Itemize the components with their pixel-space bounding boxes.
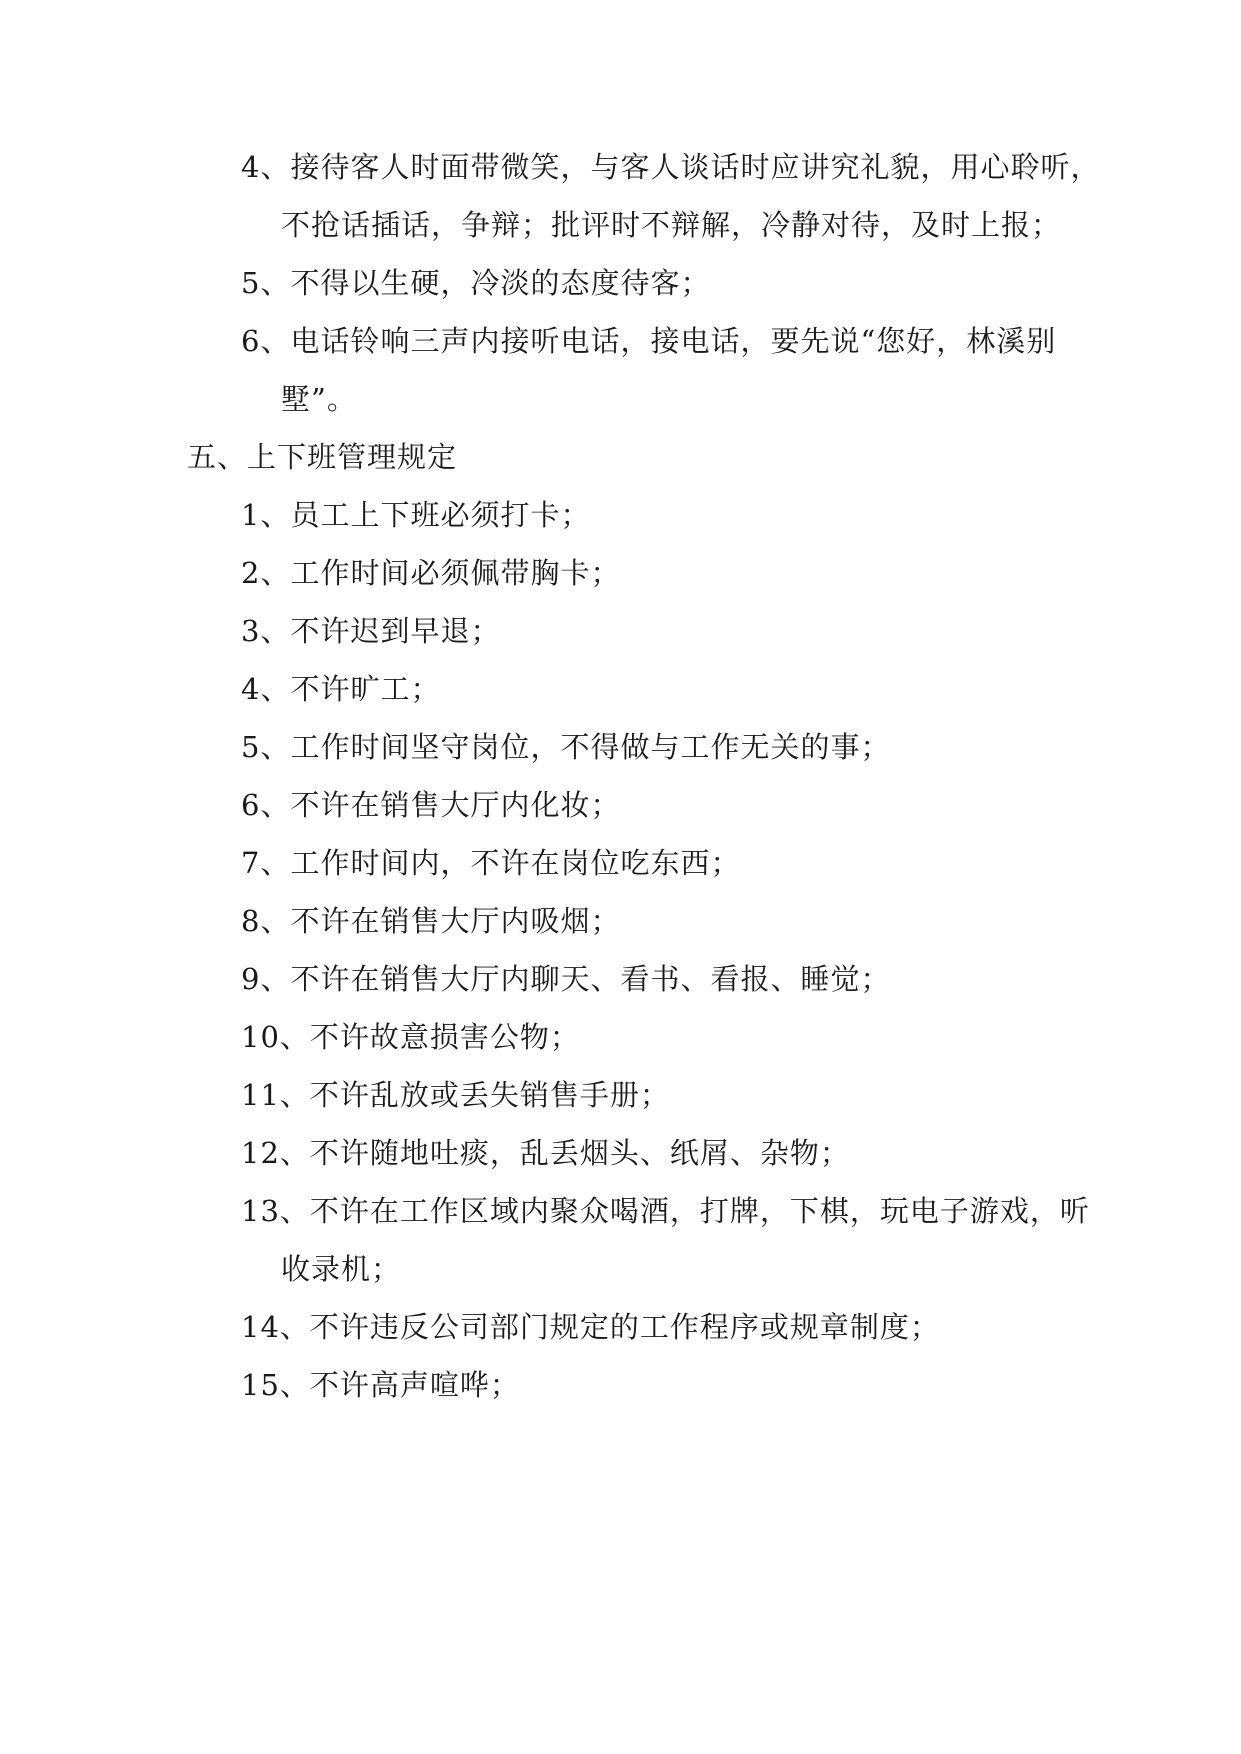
list-item-line: 2、工作时间必须佩带胸卡； [241, 556, 621, 590]
list-item-line: 15、不许高声喧哗； [241, 1368, 520, 1402]
list-item-line: 4、不许旷工； [241, 672, 441, 706]
list-item-line: 7、工作时间内，不许在岗位吃东西； [241, 846, 741, 880]
section-heading: 五、上下班管理规定 [187, 440, 458, 474]
list-item-line: 11、不许乱放或丢失销售手册； [241, 1078, 670, 1112]
list-item-line: 9、不许在销售大厅内聊天、看书、看报、睡觉； [241, 962, 891, 996]
list-item-continuation: 不抢话插话，争辩；批评时不辩解，冷静对待，及时上报； [281, 208, 1062, 242]
list-item-line: 1、员工上下班必须打卡； [241, 498, 591, 532]
list-item-line: 5、不得以生硬，冷淡的态度待客； [241, 266, 711, 300]
list-item-line: 6、电话铃响三声内接听电话，接电话，要先说“您好，林溪别 [241, 324, 1057, 358]
list-item-line: 8、不许在销售大厅内吸烟； [241, 904, 621, 938]
list-item-line: 6、不许在销售大厅内化妆； [241, 788, 621, 822]
list-item-line: 10、不许故意损害公物； [241, 1020, 580, 1054]
list-item-continuation: 墅”。 [281, 382, 357, 416]
list-item-line: 4、接待客人时面带微笑，与客人谈话时应讲究礼貌，用心聆听， [241, 150, 1101, 184]
list-item-line: 5、工作时间坚守岗位，不得做与工作无关的事； [241, 730, 891, 764]
list-item-continuation: 收录机； [281, 1252, 402, 1286]
list-item-line: 14、不许违反公司部门规定的工作程序或规章制度； [241, 1310, 940, 1344]
list-item-line: 13、不许在工作区域内聚众喝酒，打牌，下棋，玩电子游戏，听 [241, 1194, 1090, 1228]
list-item-line: 12、不许随地吐痰，乱丢烟头、纸屑、杂物； [241, 1136, 850, 1170]
list-item-line: 3、不许迟到早退； [241, 614, 501, 648]
